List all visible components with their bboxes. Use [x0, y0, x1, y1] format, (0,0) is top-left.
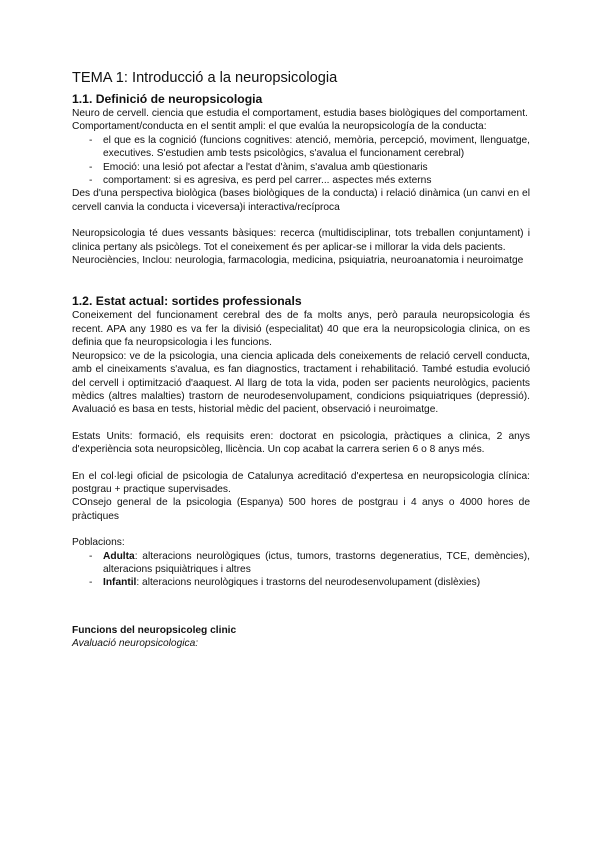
funcions-heading: Funcions del neuropsicoleg clinic — [72, 624, 237, 636]
list-item: - Adulta: alteracions neurològiques (ictus, tumors, trastorns degeneratius, TCE, demències), alteracions psiquiàtriques i altres — [89, 550, 530, 575]
poblacions-list — [72, 550, 530, 590]
list-item: - Emoció: una lesió pot afectar a l'estat d'ànim, s'avalua amb qüestionaris — [89, 161, 428, 173]
document-page — [72, 70, 530, 651]
paragraph: Neuropsicologia té dues vessants bàsiques: recerca (multidisciplinar, tots treballen conjuntament) i clinica pertany als psicòlegs. Tot el coneixement és per aplicar-se i millorar la vida dels pacients. — [72, 228, 530, 253]
paragraph: Comportament/conducta en el sentit ampli: el que evalúa la neuropsicología de la conducta: — [72, 121, 487, 133]
dash-marker: - — [89, 161, 93, 173]
document-title: TEMA 1: Introducció a la neuropsicologia — [72, 70, 338, 86]
dash-marker: - — [89, 577, 93, 589]
paragraph: En el col·legi oficial de psicologia de Catalunya acreditació d'expertesa en neuropsicologia clínica: postgrau + practique supervisades. — [72, 470, 530, 495]
paragraph: Neuro de cervell. ciencia que estudia el comportament, estudia bases biològiques del comportament. — [72, 108, 528, 119]
list-item: - Infantil: alteracions neurològiques i trastorns del neurodesenvolupament (dislèxies) — [89, 577, 481, 589]
list-item: - el que es la cognició (funcions cognitives: atenció, memòria, percepció, moviment, llenguatge, executives. S'estudien amb tests psicològics, s'avalua el funcionament cerebral) — [89, 134, 530, 160]
term: Infantil — [103, 577, 137, 589]
funcions-subheading: Avaluació neuropsicologica: — [72, 638, 199, 650]
list-item: - comportament: si es agresiva, es perd pel carrer... aspectes més externs — [89, 175, 432, 187]
section-heading-estat-actual: 1.2. Estat actual: sortides professionals — [72, 294, 302, 309]
paragraph: Des d'una perspectiva biològica (bases biològiques de la conducta) i relació dinàmica (un canvi en el cervell canvia la conducta i viceversa)i interactiva/recíproca — [72, 188, 530, 213]
dash-marker: - — [89, 134, 93, 146]
paragraph: Neurociències, Inclou: neurologia, farmacologia, medicina, psiquiatria, neuroanatomia i neuroimatge — [72, 255, 524, 267]
dash-marker: - — [89, 550, 93, 562]
bullet-list — [72, 134, 530, 188]
paragraph: Estats Units: formació, els requisits eren: doctorat en psicologia, pràctiques a clinica, 2 anys d'experiència sota neuropsicòleg, llicència. Un cop acabat la carrera serien 6 o 8 anys més. — [72, 430, 530, 456]
section-heading-definicio: 1.1. Definició de neuropsicologia — [72, 92, 263, 106]
dash-marker: - — [89, 175, 93, 187]
poblacions-label: Poblacions: — [72, 537, 125, 549]
paragraph: Neuropsico: ve de la psicologia, una ciencia aplicada dels coneixements de relació cervell conducta, amb el cineixaments s'avalua, es fan diagnostics, tractament i rehabilitació. També estudia evolució del cervell i optimització d'aaquest. Al llarg de tota la vida, poden ser pacients neurològics, pacients mèdics (altres malalties) trastorn de neurodesenvolupament, condicions psiquiatriques (depressió). Avaluació es basa en tests, historial mèdic del pacient, observació i neuroimatge. — [72, 350, 530, 416]
paragraph: Coneixement del funcionament cerebral des de fa molts anys, però paraula neuropsicologia és recent. APA any 1980 es va fer la divisió (especialitat) 40 que era la neuropsicologia clinica, on es definia que fa neuropsicologia i les funcions. — [72, 310, 530, 349]
term: Adulta — [103, 550, 135, 562]
paragraph: COnsejo general de la psicologia (Espanya) 500 hores de postgrau i 4 anys o 4000 hores de pràctiques — [72, 497, 530, 522]
